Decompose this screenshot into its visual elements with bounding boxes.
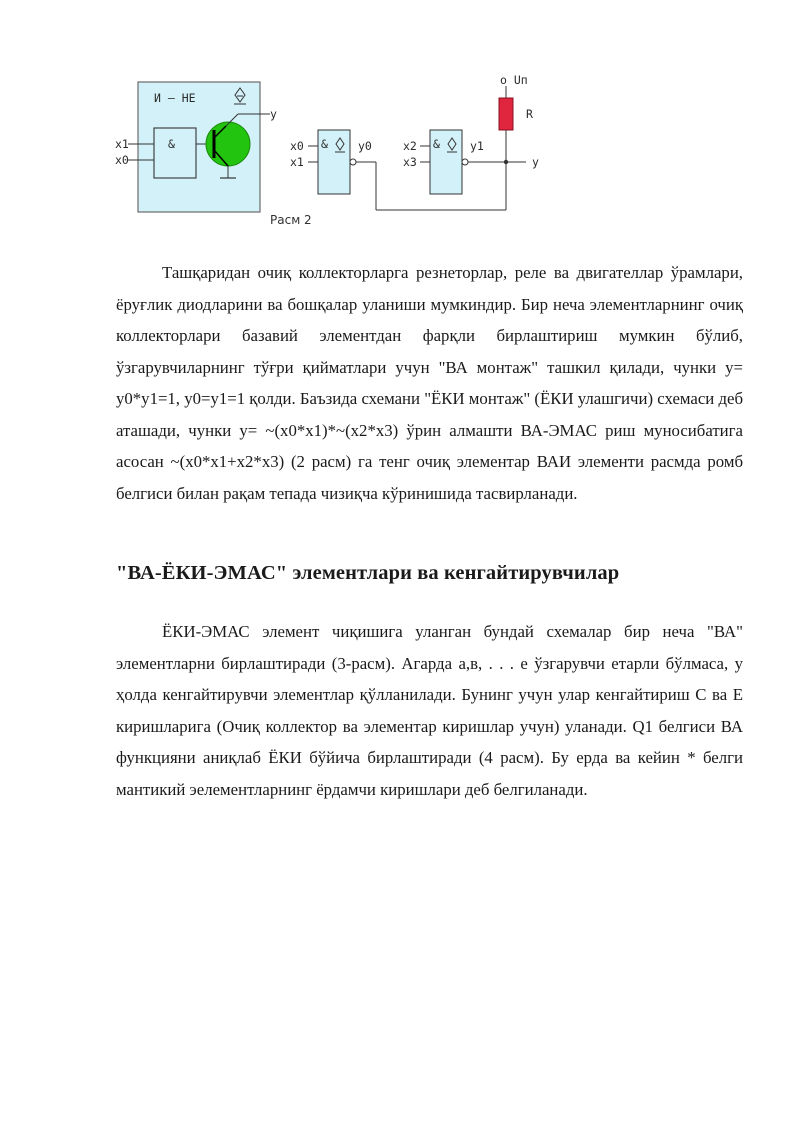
circuit-figure (100, 70, 580, 240)
supply-label: o Uп (500, 73, 528, 87)
nand-input-x0: x0 (115, 153, 129, 167)
gate2-symbol: & (433, 137, 440, 151)
gate1-symbol: & (321, 137, 328, 151)
nand-input-x1: x1 (115, 137, 129, 151)
nand-output-y: y (270, 107, 277, 121)
gate1-input-x0: x0 (290, 139, 304, 153)
nand-block (115, 82, 277, 212)
gate2-input-x3: x3 (403, 155, 417, 169)
resistor-icon (499, 98, 513, 130)
gate2-input-x2: x2 (403, 139, 417, 153)
gate1-inversion-bubble (350, 159, 356, 165)
paragraph-1: Ташқаридан очиқ коллекторларга резнеторлар, реле ва двигателлар ўрамлари, ёруғлик диодларини ва бошқалар уланиши мумкиндир. Бир неча элементларнинг очиқ коллекторлари базавий элементдан фарқли бирлаштириш мумкин бўлиб, ўзгарувчиларнинг тўғри қийматлари учун "ВА монтаж" ташкил қилади, чунки у= у0*у1=1, у0=у1=1 қолди. Баъзида схемани "ЁКИ монтаж" (ЁКИ улашгичи) схемаси деб аташади, чунки у= ~(х0*х1)*~(х2*х3) ўрин алмашти ВА-ЭМАС риш муносибатига асосан ~(х0*х1+х2*х3) (2 расм) га тенг очиқ элементар ВАИ элементи расмда ромб белгиси билан рақам тепада чизиқча кўринишида тасвирланади. (116, 263, 743, 503)
paragraph-2: ЁКИ-ЭМАС элемент чиқишига уланган бундай схемалар бир неча "ВА" элементларни бирлаштиради (3-расм). Агарда а,в, . . . е ўзгарувчи етарли бўлмаса, у ҳолда кенгайтирувчи элементлар қўлланилади. Бунинг учун улар кенгайтириш С ва Е киришларига (Очиқ коллектор ва элементар киришлар учун) уланади. Q1 белгиси ВА функцияни аниқлаб ЁКИ бўйича бирлаштиради (4 расм). Бу ерда ва кейин * белги мантикий эелементларнинг ёрдамчи киришлари деб белгиланади. (116, 622, 743, 799)
junction-dot (504, 160, 508, 164)
circuit-output-y: y (532, 155, 539, 169)
section-heading: "ВА-ЁКИ-ЭМАС" элементлари ва кенгайтирувчилар (116, 562, 620, 584)
circuit-diagram (100, 70, 580, 240)
resistor-label: R (526, 107, 533, 121)
nand-block-title: И – НЕ (154, 91, 196, 105)
figure-caption: Расм 2 (270, 213, 312, 227)
gate2-inversion-bubble (462, 159, 468, 165)
gate1-input-x1: x1 (290, 155, 304, 169)
nand-gate-symbol: & (168, 137, 175, 151)
gate2-output-y1: y1 (470, 139, 484, 153)
wired-and-circuit (290, 73, 539, 210)
nand-and-gate (154, 128, 196, 178)
gate1-output-y0: y0 (358, 139, 372, 153)
